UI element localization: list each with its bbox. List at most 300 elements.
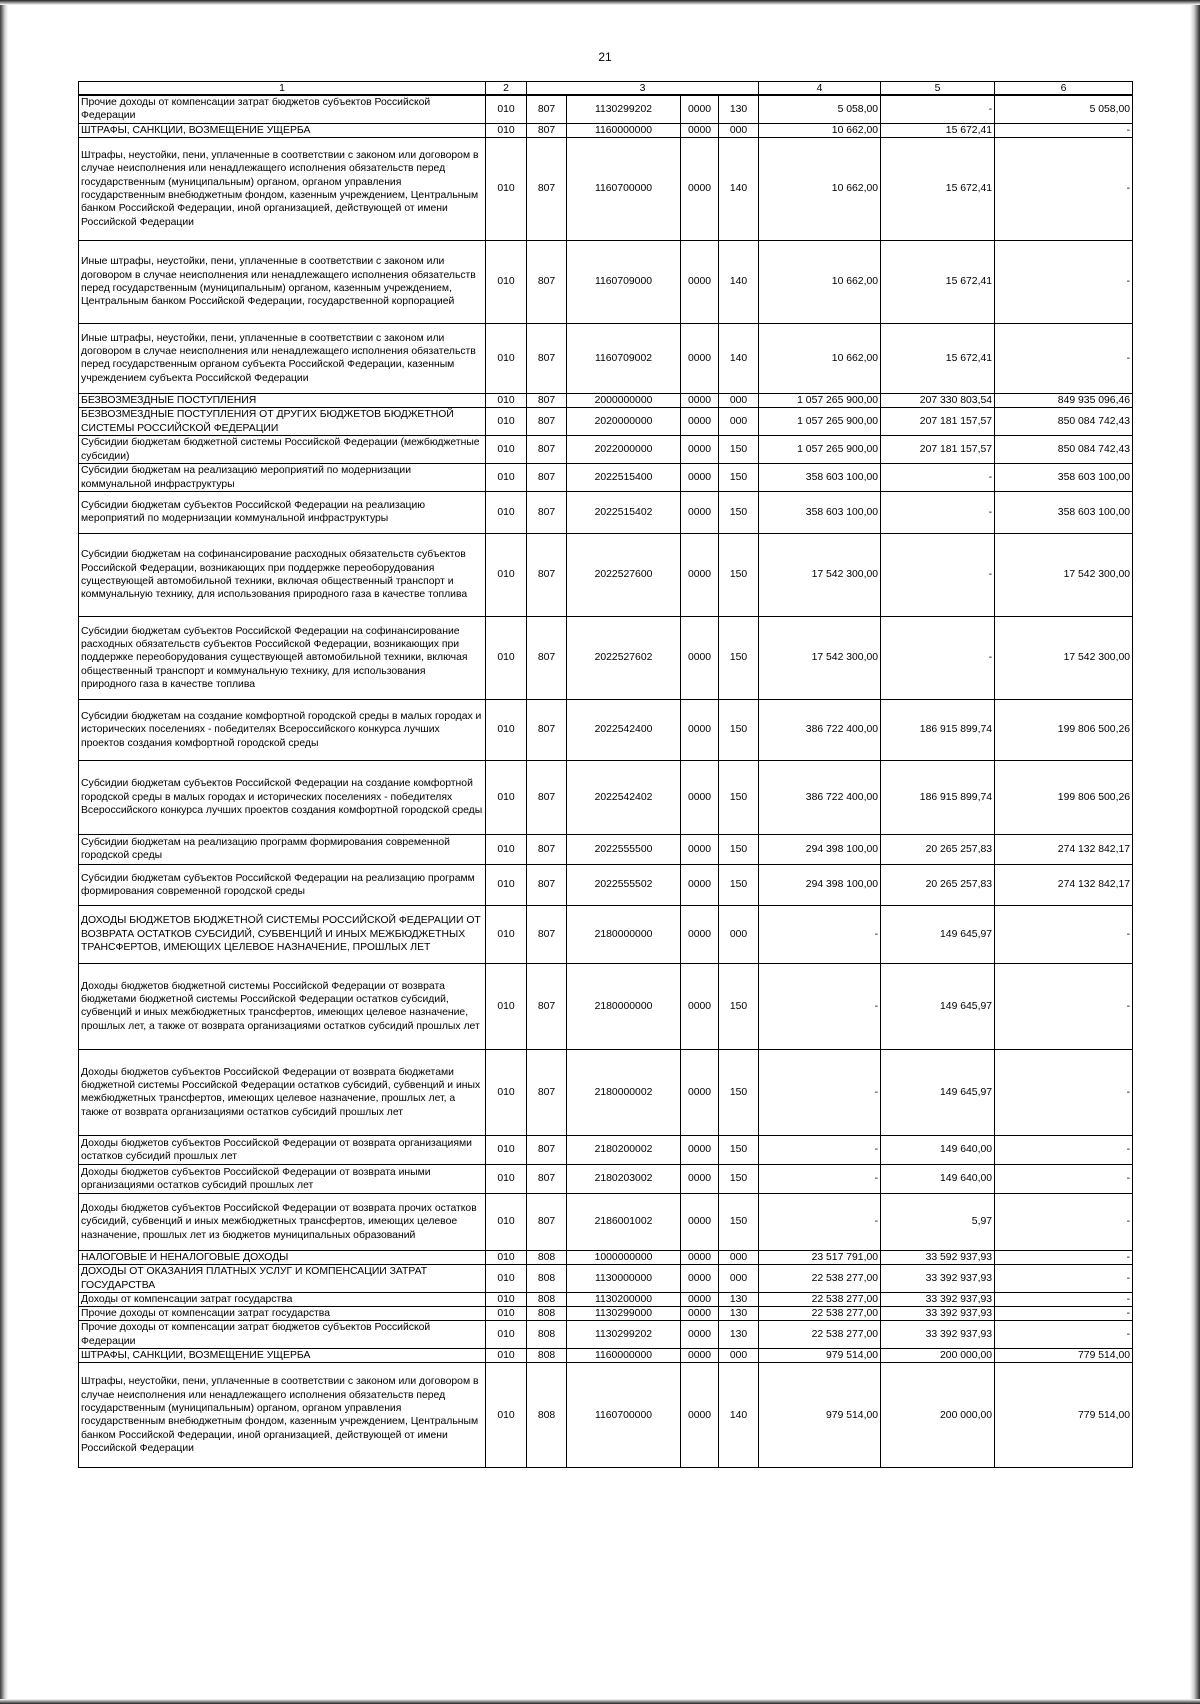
value-col-4: -: [759, 905, 881, 963]
value-col-4: -: [759, 963, 881, 1049]
code-program: 0000: [681, 699, 719, 760]
code-admin: 807: [527, 963, 567, 1049]
code-ecl: 130: [719, 1321, 759, 1349]
table-row: [79, 1193, 1133, 1250]
code-kbk: 1160709000: [567, 240, 681, 323]
value-col-6: 199 806 500,26: [995, 760, 1133, 834]
value-col-4: 10 662,00: [759, 240, 881, 323]
value-col-5: 149 645,97: [881, 905, 995, 963]
code-program: 0000: [681, 533, 719, 616]
code-program: 0000: [681, 1292, 719, 1306]
code-col-2: 010: [486, 1135, 527, 1164]
code-col-2: 010: [486, 616, 527, 699]
code-admin: 807: [527, 408, 567, 436]
code-admin: 807: [527, 464, 567, 492]
code-admin: 808: [527, 1307, 567, 1321]
header-col-3: 3: [527, 82, 759, 96]
code-program: 0000: [681, 1135, 719, 1164]
scan-edge-top: [0, 0, 1200, 5]
value-col-6: -: [995, 123, 1133, 137]
code-kbk: 2022515400: [567, 464, 681, 492]
value-col-6: -: [995, 1164, 1133, 1193]
code-col-2: 010: [486, 1363, 527, 1468]
code-ecl: 000: [719, 1250, 759, 1264]
code-col-2: 010: [486, 240, 527, 323]
value-col-5: 207 181 157,57: [881, 408, 995, 436]
code-ecl: 150: [719, 1135, 759, 1164]
code-ecl: 150: [719, 1049, 759, 1135]
value-col-4: 294 398 100,00: [759, 864, 881, 905]
table-row: [79, 464, 1133, 492]
value-col-4: 979 514,00: [759, 1363, 881, 1468]
code-admin: 807: [527, 1049, 567, 1135]
code-program: 0000: [681, 491, 719, 533]
code-admin: 807: [527, 137, 567, 240]
value-col-6: -: [995, 1193, 1133, 1250]
value-col-4: 10 662,00: [759, 123, 881, 137]
table-body: [79, 82, 1133, 1468]
code-col-2: 010: [486, 864, 527, 905]
code-ecl: 150: [719, 1193, 759, 1250]
row-name: БЕЗВОЗМЕЗДНЫЕ ПОСТУПЛЕНИЯ ОТ ДРУГИХ БЮДЖЕТОВ БЮДЖЕТНОЙ СИСТЕМЫ РОССИЙСКОЙ ФЕДЕРАЦИИ: [79, 408, 486, 436]
value-col-4: 22 538 277,00: [759, 1321, 881, 1349]
value-col-4: 17 542 300,00: [759, 533, 881, 616]
value-col-4: 294 398 100,00: [759, 834, 881, 864]
table-row: [79, 834, 1133, 864]
code-ecl: 150: [719, 533, 759, 616]
table-row: [79, 240, 1133, 323]
code-ecl: 130: [719, 1292, 759, 1306]
code-kbk: 1160700000: [567, 1363, 681, 1468]
code-kbk: 2022527600: [567, 533, 681, 616]
code-ecl: 150: [719, 834, 759, 864]
value-col-5: -: [881, 464, 995, 492]
value-col-5: 15 672,41: [881, 123, 995, 137]
row-name: ДОХОДЫ БЮДЖЕТОВ БЮДЖЕТНОЙ СИСТЕМЫ РОССИЙСКОЙ ФЕДЕРАЦИИ ОТ ВОЗВРАТА ОСТАТКОВ СУБСИДИЙ, СУБВЕНЦИЙ И ИНЫХ МЕЖБЮДЖЕТНЫХ ТРАНСФЕРТОВ, ИМЕЮЩИХ ЦЕЛЕВОЕ НАЗНАЧЕНИЕ, ПРОШЛЫХ ЛЕТ: [79, 905, 486, 963]
table-row: [79, 436, 1133, 464]
code-program: 0000: [681, 323, 719, 393]
table-row: [79, 1250, 1133, 1264]
table-row: [79, 1363, 1133, 1468]
code-admin: 808: [527, 1363, 567, 1468]
code-admin: 807: [527, 616, 567, 699]
row-name: Доходы бюджетов субъектов Российской Федерации от возврата организациями остатков субсидий прошлых лет: [79, 1135, 486, 1164]
row-name: Субсидии бюджетам бюджетной системы Российской Федерации (межбюджетные субсидии): [79, 436, 486, 464]
code-kbk: 2022542400: [567, 699, 681, 760]
code-program: 0000: [681, 1321, 719, 1349]
value-col-4: -: [759, 1164, 881, 1193]
value-col-5: 20 265 257,83: [881, 864, 995, 905]
scan-edge-right: [1190, 0, 1200, 1704]
value-col-6: -: [995, 1265, 1133, 1293]
table-row: [79, 1307, 1133, 1321]
code-program: 0000: [681, 963, 719, 1049]
value-col-5: -: [881, 616, 995, 699]
value-col-5: 15 672,41: [881, 323, 995, 393]
table-row: [79, 1349, 1133, 1363]
value-col-5: 15 672,41: [881, 240, 995, 323]
code-program: 0000: [681, 1250, 719, 1264]
code-program: 0000: [681, 436, 719, 464]
row-name: Иные штрафы, неустойки, пени, уплаченные в соответствии с законом или договором в случае неисполнения или ненадлежащего исполнения обязательств перед государственным (муниципальным) органом, казенным учреждением, Центральным банком Российской Федерации, государственной корпорацией: [79, 240, 486, 323]
code-ecl: 000: [719, 1349, 759, 1363]
row-name: ШТРАФЫ, САНКЦИИ, ВОЗМЕЩЕНИЕ УЩЕРБА: [79, 123, 486, 137]
row-name: Доходы бюджетов субъектов Российской Федерации от возврата иными организациями остатков субсидий прошлых лет: [79, 1164, 486, 1193]
code-col-2: 010: [486, 1193, 527, 1250]
code-kbk: 1160000000: [567, 123, 681, 137]
value-col-6: 779 514,00: [995, 1363, 1133, 1468]
value-col-5: 149 640,00: [881, 1164, 995, 1193]
code-col-2: 010: [486, 1250, 527, 1264]
code-ecl: 150: [719, 491, 759, 533]
code-kbk: 1130299202: [567, 95, 681, 123]
table-row: [79, 1049, 1133, 1135]
code-admin: 807: [527, 905, 567, 963]
value-col-6: 358 603 100,00: [995, 464, 1133, 492]
code-col-2: 010: [486, 464, 527, 492]
value-col-6: 850 084 742,43: [995, 408, 1133, 436]
value-col-5: 33 392 937,93: [881, 1321, 995, 1349]
code-admin: 808: [527, 1250, 567, 1264]
code-admin: 808: [527, 1292, 567, 1306]
table-row: [79, 864, 1133, 905]
code-kbk: 2022000000: [567, 436, 681, 464]
value-col-5: -: [881, 533, 995, 616]
value-col-5: 207 330 803,54: [881, 393, 995, 407]
value-col-5: -: [881, 491, 995, 533]
code-col-2: 010: [486, 123, 527, 137]
code-ecl: 150: [719, 699, 759, 760]
code-admin: 807: [527, 123, 567, 137]
value-col-6: -: [995, 1292, 1133, 1306]
table-row: [79, 1265, 1133, 1293]
table-row: [79, 123, 1133, 137]
code-program: 0000: [681, 240, 719, 323]
value-col-6: 358 603 100,00: [995, 491, 1133, 533]
page-number: 21: [598, 50, 612, 64]
table-row: [79, 905, 1133, 963]
code-program: 0000: [681, 864, 719, 905]
code-col-2: 010: [486, 1049, 527, 1135]
row-name: Субсидии бюджетам субъектов Российской Федерации на реализацию мероприятий по модернизации коммунальной инфраструктуры: [79, 491, 486, 533]
value-col-6: -: [995, 1135, 1133, 1164]
code-kbk: 2186001002: [567, 1193, 681, 1250]
code-program: 0000: [681, 1307, 719, 1321]
code-kbk: 2000000000: [567, 393, 681, 407]
value-col-4: 358 603 100,00: [759, 464, 881, 492]
code-admin: 807: [527, 760, 567, 834]
code-col-2: 010: [486, 1349, 527, 1363]
code-ecl: 140: [719, 137, 759, 240]
row-name: Прочие доходы от компенсации затрат бюджетов субъектов Российской Федерации: [79, 95, 486, 123]
code-admin: 807: [527, 491, 567, 533]
code-col-2: 010: [486, 760, 527, 834]
code-ecl: 000: [719, 1265, 759, 1293]
code-ecl: 140: [719, 323, 759, 393]
budget-report-table: [78, 81, 1133, 1468]
table-row: [79, 137, 1133, 240]
value-col-4: -: [759, 1193, 881, 1250]
code-admin: 808: [527, 1321, 567, 1349]
row-name: Субсидии бюджетам субъектов Российской Федерации на софинансирование расходных обязательств субъектов Российской Федерации, возникающих при поддержке переоборудования существующей автомобильной техники, включая общественный транспорт и коммунальную технику, для использования природного газа в качестве топлива: [79, 616, 486, 699]
row-name: Доходы бюджетов субъектов Российской Федерации от возврата прочих остатков субсидий, субвенций и иных межбюджетных трансфертов, имеющих целевое назначение, прошлых лет из бюджетов муниципальных образований: [79, 1193, 486, 1250]
value-col-6: -: [995, 323, 1133, 393]
value-col-6: 17 542 300,00: [995, 616, 1133, 699]
code-ecl: 150: [719, 1164, 759, 1193]
code-admin: 807: [527, 1193, 567, 1250]
code-program: 0000: [681, 1363, 719, 1468]
value-col-4: 10 662,00: [759, 323, 881, 393]
value-col-5: 200 000,00: [881, 1349, 995, 1363]
code-kbk: 1130299202: [567, 1321, 681, 1349]
value-col-6: -: [995, 1321, 1133, 1349]
code-program: 0000: [681, 393, 719, 407]
code-col-2: 010: [486, 963, 527, 1049]
row-name: НАЛОГОВЫЕ И НЕНАЛОГОВЫЕ ДОХОДЫ: [79, 1250, 486, 1264]
value-col-6: 17 542 300,00: [995, 533, 1133, 616]
value-col-4: 1 057 265 900,00: [759, 408, 881, 436]
code-kbk: 2022555502: [567, 864, 681, 905]
value-col-6: -: [995, 240, 1133, 323]
code-col-2: 010: [486, 1292, 527, 1306]
header-col-5: 5: [881, 82, 995, 96]
code-col-2: 010: [486, 137, 527, 240]
code-admin: 807: [527, 533, 567, 616]
value-col-5: 15 672,41: [881, 137, 995, 240]
code-col-2: 010: [486, 1307, 527, 1321]
code-ecl: 150: [719, 464, 759, 492]
code-ecl: 140: [719, 1363, 759, 1468]
code-kbk: 1000000000: [567, 1250, 681, 1264]
code-admin: 807: [527, 436, 567, 464]
code-col-2: 010: [486, 323, 527, 393]
code-kbk: 2180000000: [567, 905, 681, 963]
code-ecl: 140: [719, 240, 759, 323]
code-program: 0000: [681, 616, 719, 699]
value-col-4: 386 722 400,00: [759, 760, 881, 834]
value-col-5: 149 640,00: [881, 1135, 995, 1164]
code-program: 0000: [681, 1265, 719, 1293]
table-row: [79, 1292, 1133, 1306]
code-kbk: 2022527602: [567, 616, 681, 699]
value-col-5: 5,97: [881, 1193, 995, 1250]
value-col-6: 779 514,00: [995, 1349, 1133, 1363]
code-program: 0000: [681, 408, 719, 436]
code-admin: 807: [527, 393, 567, 407]
table-row: [79, 699, 1133, 760]
value-col-6: -: [995, 905, 1133, 963]
value-col-5: 186 915 899,74: [881, 699, 995, 760]
code-ecl: 150: [719, 963, 759, 1049]
value-col-4: 10 662,00: [759, 137, 881, 240]
value-col-4: -: [759, 1135, 881, 1164]
value-col-4: 979 514,00: [759, 1349, 881, 1363]
row-name: Прочие доходы от компенсации затрат государства: [79, 1307, 486, 1321]
scan-edge-left: [0, 0, 8, 1704]
value-col-5: 149 645,97: [881, 963, 995, 1049]
code-admin: 807: [527, 240, 567, 323]
code-ecl: 130: [719, 95, 759, 123]
code-kbk: 2180203002: [567, 1164, 681, 1193]
code-admin: 808: [527, 1265, 567, 1293]
row-name: Субсидии бюджетам субъектов Российской Федерации на реализацию программ формирования современной городской среды: [79, 864, 486, 905]
code-kbk: 2180000002: [567, 1049, 681, 1135]
code-kbk: 2180200002: [567, 1135, 681, 1164]
code-kbk: 1130000000: [567, 1265, 681, 1293]
code-admin: 808: [527, 1349, 567, 1363]
row-name: ДОХОДЫ ОТ ОКАЗАНИЯ ПЛАТНЫХ УСЛУГ И КОМПЕНСАЦИИ ЗАТРАТ ГОСУДАРСТВА: [79, 1265, 486, 1293]
value-col-6: 849 935 096,46: [995, 393, 1133, 407]
code-admin: 807: [527, 864, 567, 905]
code-col-2: 010: [486, 491, 527, 533]
code-ecl: 000: [719, 408, 759, 436]
code-admin: 807: [527, 1164, 567, 1193]
code-col-2: 010: [486, 699, 527, 760]
header-col-2: 2: [486, 82, 527, 96]
code-program: 0000: [681, 123, 719, 137]
table-row: [79, 408, 1133, 436]
code-ecl: 150: [719, 616, 759, 699]
row-name: Субсидии бюджетам субъектов Российской Федерации на создание комфортной городской среды в малых городах и исторических поселениях - победителях Всероссийского конкурса лучших проектов создания комфортной городской среды: [79, 760, 486, 834]
value-col-6: -: [995, 1049, 1133, 1135]
value-col-5: 186 915 899,74: [881, 760, 995, 834]
code-col-2: 010: [486, 533, 527, 616]
code-col-2: 010: [486, 905, 527, 963]
value-col-6: -: [995, 963, 1133, 1049]
value-col-6: -: [995, 137, 1133, 240]
table-row: [79, 760, 1133, 834]
row-name: Иные штрафы, неустойки, пени, уплаченные в соответствии с законом или договором в случае неисполнения или ненадлежащего исполнения обязательств перед государственным органом субъекта Российской Федерации, казенным учреждением субъекта Российской Федерации: [79, 323, 486, 393]
value-col-6: 850 084 742,43: [995, 436, 1133, 464]
row-name: Доходы от компенсации затрат государства: [79, 1292, 486, 1306]
code-col-2: 010: [486, 1164, 527, 1193]
scan-edge-bottom: [0, 1699, 1200, 1704]
value-col-4: 22 538 277,00: [759, 1307, 881, 1321]
value-col-4: 386 722 400,00: [759, 699, 881, 760]
value-col-5: 33 392 937,93: [881, 1292, 995, 1306]
value-col-6: 274 132 842,17: [995, 834, 1133, 864]
row-name: Прочие доходы от компенсации затрат бюджетов субъектов Российской Федерации: [79, 1321, 486, 1349]
code-program: 0000: [681, 905, 719, 963]
table-row: [79, 393, 1133, 407]
row-name: Доходы бюджетов субъектов Российской Федерации от возврата бюджетами бюджетной системы Российской Федерации остатков субсидий, субвенций и иных межбюджетных трансфертов, имеющих целевое назначение, прошлых лет, а также от возврата организациями остатков субсидий прошлых лет: [79, 1049, 486, 1135]
code-col-2: 010: [486, 834, 527, 864]
code-ecl: 130: [719, 1307, 759, 1321]
table-row: [79, 1321, 1133, 1349]
value-col-5: 33 592 937,93: [881, 1250, 995, 1264]
code-col-2: 010: [486, 393, 527, 407]
value-col-4: 5 058,00: [759, 95, 881, 123]
row-name: ШТРАФЫ, САНКЦИИ, ВОЗМЕЩЕНИЕ УЩЕРБА: [79, 1349, 486, 1363]
value-col-4: 358 603 100,00: [759, 491, 881, 533]
value-col-6: -: [995, 1250, 1133, 1264]
code-ecl: 150: [719, 864, 759, 905]
code-kbk: 2180000000: [567, 963, 681, 1049]
value-col-4: 22 538 277,00: [759, 1292, 881, 1306]
value-col-5: -: [881, 95, 995, 123]
code-kbk: 2022555500: [567, 834, 681, 864]
value-col-5: 20 265 257,83: [881, 834, 995, 864]
header-col-1: 1: [79, 82, 486, 96]
code-kbk: 1130200000: [567, 1292, 681, 1306]
code-col-2: 010: [486, 1321, 527, 1349]
row-name: Субсидии бюджетам на софинансирование расходных обязательств субъектов Российской Федерации, возникающих при поддержке переоборудования существующей автомобильной техники, включая общественный транспорт и коммунальную технику, для использования природного газа в качестве топлива: [79, 533, 486, 616]
value-col-5: 33 392 937,93: [881, 1265, 995, 1293]
code-program: 0000: [681, 137, 719, 240]
value-col-4: 1 057 265 900,00: [759, 436, 881, 464]
table-row: [79, 1164, 1133, 1193]
header-col-4: 4: [759, 82, 881, 96]
value-col-5: 200 000,00: [881, 1363, 995, 1468]
code-kbk: 1160000000: [567, 1349, 681, 1363]
header-col-6: 6: [995, 82, 1133, 96]
code-ecl: 000: [719, 905, 759, 963]
code-kbk: 1130299000: [567, 1307, 681, 1321]
code-ecl: 000: [719, 393, 759, 407]
code-program: 0000: [681, 1164, 719, 1193]
row-name: Субсидии бюджетам на реализацию мероприятий по модернизации коммунальной инфраструктуры: [79, 464, 486, 492]
table-row: [79, 533, 1133, 616]
value-col-6: 5 058,00: [995, 95, 1133, 123]
value-col-4: -: [759, 1049, 881, 1135]
code-kbk: 2022515402: [567, 491, 681, 533]
code-program: 0000: [681, 464, 719, 492]
code-kbk: 1160700000: [567, 137, 681, 240]
code-program: 0000: [681, 760, 719, 834]
value-col-4: 17 542 300,00: [759, 616, 881, 699]
table-header-row: [79, 82, 1133, 96]
value-col-5: 207 181 157,57: [881, 436, 995, 464]
code-program: 0000: [681, 834, 719, 864]
code-kbk: 2022542402: [567, 760, 681, 834]
code-program: 0000: [681, 1049, 719, 1135]
value-col-6: 274 132 842,17: [995, 864, 1133, 905]
code-ecl: 150: [719, 436, 759, 464]
value-col-6: -: [995, 1307, 1133, 1321]
row-name: Штрафы, неустойки, пени, уплаченные в соответствии с законом или договором в случае неисполнения или ненадлежащего исполнения обязательств перед государственным (муниципальным) органом, органом управления государственным внебюджетным фондом, казенным учреждением, Центральным банком Российской Федерации, иной организацией, действующей от имени Российской Федерации: [79, 137, 486, 240]
code-col-2: 010: [486, 436, 527, 464]
value-col-5: 33 392 937,93: [881, 1307, 995, 1321]
value-col-6: 199 806 500,26: [995, 699, 1133, 760]
code-program: 0000: [681, 95, 719, 123]
row-name: БЕЗВОЗМЕЗДНЫЕ ПОСТУПЛЕНИЯ: [79, 393, 486, 407]
table-row: [79, 491, 1133, 533]
table-row: [79, 963, 1133, 1049]
code-admin: 807: [527, 95, 567, 123]
code-col-2: 010: [486, 408, 527, 436]
table-row: [79, 95, 1133, 123]
value-col-4: 22 538 277,00: [759, 1265, 881, 1293]
row-name: Субсидии бюджетам на создание комфортной городской среды в малых городах и исторических поселениях - победителях Всероссийского конкурса лучших проектов создания комфортной городской среды: [79, 699, 486, 760]
table-row: [79, 616, 1133, 699]
code-ecl: 150: [719, 760, 759, 834]
row-name: Штрафы, неустойки, пени, уплаченные в соответствии с законом или договором в случае неисполнения или ненадлежащего исполнения обязательств перед государственным (муниципальным) органом, органом управления государственным внебюджетным фондом, казенным учреждением, Центральным банком Российской Федерации, иной организацией, действующей от имени Российской Федерации: [79, 1363, 486, 1468]
code-kbk: 2020000000: [567, 408, 681, 436]
value-col-5: 149 645,97: [881, 1049, 995, 1135]
value-col-4: 1 057 265 900,00: [759, 393, 881, 407]
row-name: Доходы бюджетов бюджетной системы Российской Федерации от возврата бюджетами бюджетной системы Российской Федерации остатков субсидий, субвенций и иных межбюджетных трансфертов, имеющих целевое назначение, прошлых лет, а также от возврата организациями остатков субсидий прошлых лет: [79, 963, 486, 1049]
code-col-2: 010: [486, 95, 527, 123]
code-ecl: 000: [719, 123, 759, 137]
code-admin: 807: [527, 834, 567, 864]
code-col-2: 010: [486, 1265, 527, 1293]
code-program: 0000: [681, 1193, 719, 1250]
code-admin: 807: [527, 1135, 567, 1164]
table-row: [79, 1135, 1133, 1164]
row-name: Субсидии бюджетам на реализацию программ формирования современной городской среды: [79, 834, 486, 864]
code-kbk: 1160709002: [567, 323, 681, 393]
code-admin: 807: [527, 699, 567, 760]
